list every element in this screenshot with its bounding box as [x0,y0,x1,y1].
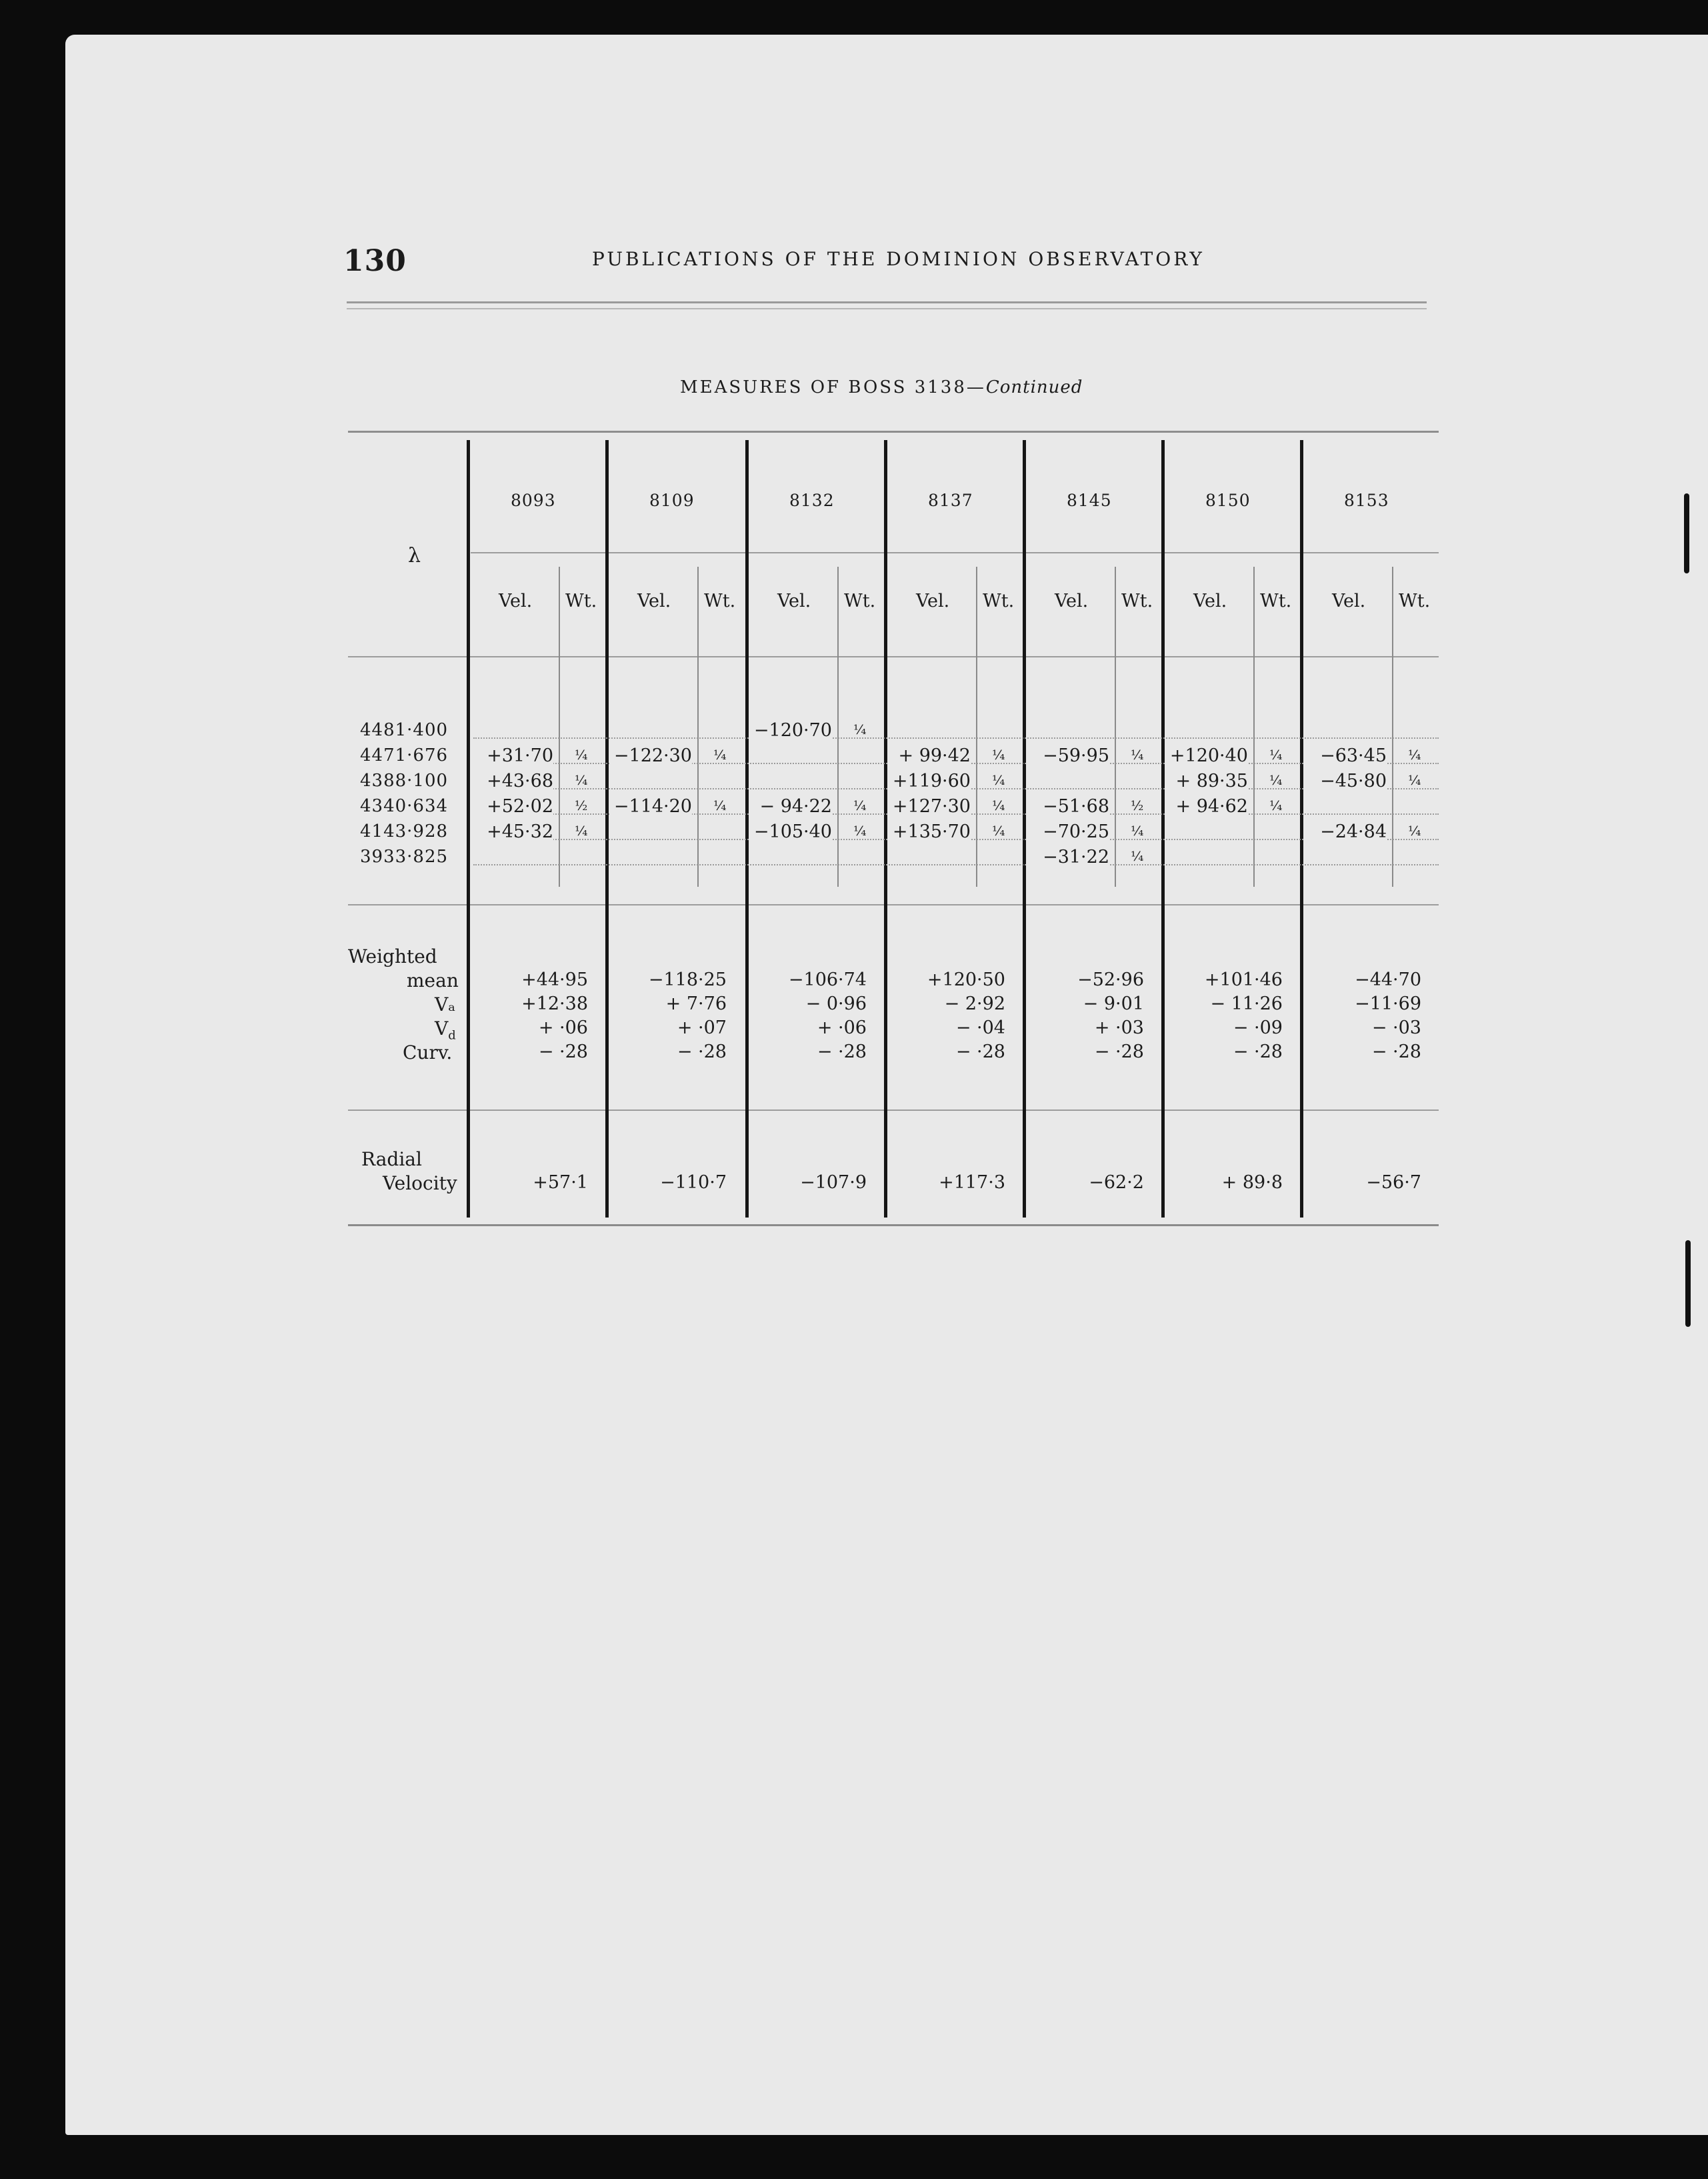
weight-value: ¼ [713,797,727,813]
vd-value: + ·06 [817,1017,867,1038]
header-rule [347,301,1427,303]
table-title-suffix: Continued [985,377,1083,397]
curv-label: Curv. [403,1041,453,1063]
table-title-text: MEASURES OF BOSS 3138— [680,377,986,397]
weighted-mean-value: +120·50 [927,969,1005,990]
va-value: +12·38 [521,993,588,1014]
edge-mark-top [1684,493,1689,573]
vel-header: Vel. [1055,591,1089,611]
plate-number: 8109 [649,491,695,510]
weight-value: ¼ [992,747,1005,763]
radial-velocity-value: −107·9 [800,1172,867,1193]
weight-value: ¼ [1269,772,1283,788]
wt-header: Wt. [1121,591,1153,611]
velocity-value: − 94·22 [749,796,832,817]
vd-value: + ·06 [538,1017,588,1038]
va-label: Vₐ [435,993,456,1015]
weight-value: ¼ [992,772,1005,788]
vel-header: Vel. [916,591,950,611]
header-rule-lower [347,308,1427,309]
vel-header: Vel. [777,591,811,611]
weighted-label: Weighted [348,945,437,967]
velocity-value: −70·25 [1027,821,1109,842]
weight-value: ¼ [853,721,867,737]
weighted-mean-value: +44·95 [521,969,588,990]
curvature-value: − ·28 [1094,1041,1144,1062]
vel-header: Vel. [637,591,671,611]
weight-value: ¼ [713,747,727,763]
curvature-value: − ·28 [1233,1041,1283,1062]
velocity-value: +43·68 [471,771,553,791]
plate-number: 8145 [1067,491,1112,510]
velocity-value: +127·30 [888,796,971,817]
vel-header: Vel. [1332,591,1366,611]
radial-velocity-value: −62·2 [1089,1172,1144,1193]
column-rule-2 [605,440,609,1218]
table-bottom-rule [348,1224,1439,1226]
radial-velocity-value: −110·7 [660,1172,727,1193]
curvature-value: − ·28 [538,1041,588,1062]
curvature-value: − ·28 [677,1041,727,1062]
wt-header: Wt. [1399,591,1431,611]
weight-value: ¼ [575,747,588,763]
weight-value: ¼ [1408,823,1421,839]
radial-velocity-value: −56·7 [1366,1172,1421,1193]
weighted-mean-value: −106·74 [788,969,867,990]
va-value: −11·69 [1355,993,1421,1014]
lambda-header: λ [408,544,422,567]
vel-header: Vel. [1193,591,1227,611]
velocity-value: +31·70 [471,745,553,766]
weight-value: ½ [575,797,588,813]
vd-value: + ·07 [677,1017,727,1038]
weight-value: ¼ [853,797,867,813]
column-rule-7 [1300,440,1303,1218]
column-rule-3 [745,440,749,1218]
va-value: − 9·01 [1083,993,1144,1014]
velocity-value: −114·20 [609,796,692,817]
column-rule-1 [467,440,470,1218]
radial-velocity-value: +117·3 [939,1172,1005,1193]
header-bottom-rule [348,656,1439,657]
curvature-value: − ·28 [955,1041,1005,1062]
vel-header: Vel. [499,591,533,611]
velocity-value: −31·22 [1027,847,1109,867]
weight-value: ¼ [1269,747,1283,763]
weight-value: ¼ [575,772,588,788]
velocity-value: +135·70 [888,821,971,842]
velocity-value: −45·80 [1304,771,1387,791]
velocity-value: −51·68 [1027,796,1109,817]
plate-number: 8137 [928,491,973,510]
velocity-value: −63·45 [1304,745,1387,766]
velocity-value: −24·84 [1304,821,1387,842]
radial-velocity-value: + 89·8 [1221,1172,1283,1193]
weight-value: ¼ [992,797,1005,813]
velocity-value: + 89·35 [1165,771,1248,791]
weight-value: ¼ [1131,823,1144,839]
edge-mark-bottom [1685,1240,1691,1327]
table-top-rule [348,431,1439,433]
weight-value: ½ [1131,797,1144,813]
page-number: 130 [343,244,407,278]
velocity-value: + 99·42 [888,745,971,766]
vd-value: + ·03 [1094,1017,1144,1038]
velocity-value: −120·70 [749,720,832,741]
va-value: − 0·96 [805,993,867,1014]
velocity-label: Velocity [383,1172,457,1194]
curvature-value: − ·28 [1371,1041,1421,1062]
wavelength-label: 3933·825 [360,847,449,867]
velocity-value: +119·60 [888,771,971,791]
weight-value: ¼ [1408,772,1421,788]
mean-label: mean [407,969,459,991]
velocity-value: −122·30 [609,745,692,766]
velocity-value: +120·40 [1165,745,1248,766]
vd-value: − ·09 [1233,1017,1283,1038]
column-rule-5 [1023,440,1026,1218]
weighted-mean-value: +101·46 [1204,969,1283,990]
velocity-value: −105·40 [749,821,832,842]
weight-value: ¼ [992,823,1005,839]
running-title: PUBLICATIONS OF THE DOMINION OBSERVATORY [592,248,1205,270]
weighted-mean-value: −52·96 [1077,969,1144,990]
vd-label: $V_d$ [435,1017,456,1043]
weight-value: ¼ [1131,848,1144,864]
wavelength-label: 4481·400 [360,720,449,740]
plate-number: 8150 [1205,491,1251,510]
curvature-value: − ·28 [817,1041,867,1062]
wt-header: Wt. [1260,591,1292,611]
summary-bottom-rule [348,1110,1439,1111]
weight-value: ¼ [1408,747,1421,763]
plate-number: 8093 [511,491,556,510]
va-value: − 11·26 [1210,993,1283,1014]
velocity-value: −59·95 [1027,745,1109,766]
data-bottom-rule [348,904,1439,905]
weight-value: ¼ [1131,747,1144,763]
weighted-mean-value: −44·70 [1355,969,1421,990]
subheader-rule [471,552,1439,553]
radial-label: Radial [361,1148,422,1170]
vd-value: − ·03 [1371,1017,1421,1038]
velocity-value: +45·32 [471,821,553,842]
vd-subscript: d [448,1028,456,1043]
wt-header: Wt. [983,591,1015,611]
plate-number: 8153 [1344,491,1389,510]
weight-value: ¼ [1269,797,1283,813]
velocity-value: + 94·62 [1165,796,1248,817]
vd-value: − ·04 [955,1017,1005,1038]
wavelength-label: 4143·928 [360,821,449,841]
wavelength-label: 4388·100 [360,771,449,791]
va-value: + 7·76 [665,993,727,1014]
column-rule-4 [884,440,887,1218]
leader-dots [473,864,1439,865]
velocity-value: +52·02 [471,796,553,817]
weight-value: ¼ [575,823,588,839]
table-title [680,377,1083,397]
weighted-mean-value: −118·25 [648,969,727,990]
plate-number: 8132 [789,491,835,510]
va-value: − 2·92 [944,993,1005,1014]
weight-value: ¼ [853,823,867,839]
leader-dots [473,737,1439,739]
wt-header: Wt. [565,591,597,611]
wavelength-label: 4471·676 [360,745,449,765]
wt-header: Wt. [844,591,876,611]
wavelength-label: 4340·634 [360,796,449,816]
column-rule-6 [1161,440,1165,1218]
wt-header: Wt. [704,591,736,611]
radial-velocity-value: +57·1 [533,1172,588,1193]
